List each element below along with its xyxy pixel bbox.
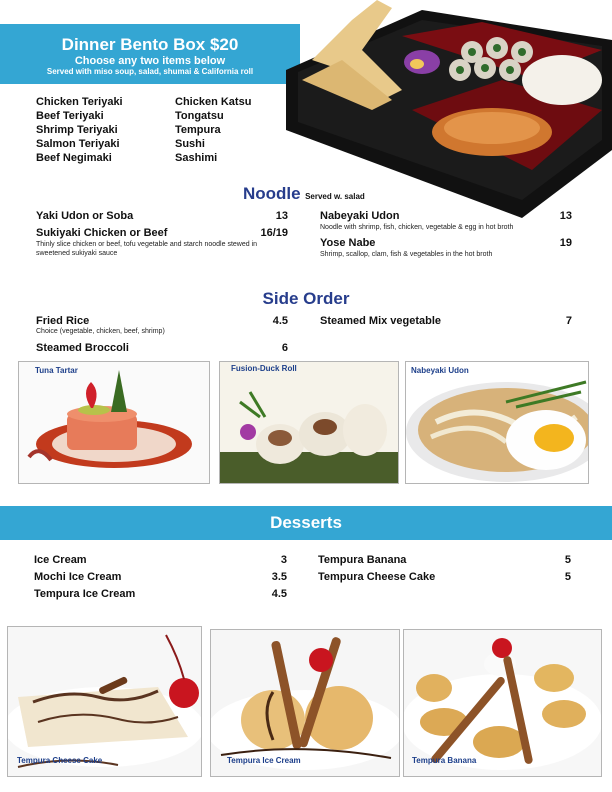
side-item-name: Steamed Mix vegetable (320, 315, 442, 327)
noodle-item-price: 13 (559, 210, 572, 222)
duck-roll-photo (219, 361, 399, 484)
noodle-item-price: 16/19 (260, 227, 288, 239)
side-item-price: 6 (281, 342, 288, 354)
tuna-tartar-photo (18, 361, 210, 484)
dessert-item-name: Ice Cream (34, 554, 87, 566)
banana-photo (403, 629, 602, 777)
photo-caption: Tempura Ice Cream (227, 756, 301, 765)
noodle-subtitle: Served w. salad (305, 192, 365, 201)
side-item-name: Steamed Broccoli (36, 342, 129, 354)
noodle-heading (243, 184, 365, 204)
dessert-item-price: 5 (564, 554, 571, 566)
dessert-item-name: Tempura Cheese Cake (318, 571, 436, 583)
photo-caption: Tuna Tartar (35, 366, 78, 375)
bento-item: Chicken Katsu (175, 96, 252, 108)
photo-caption: Tempura Cheese Cake (17, 756, 103, 765)
side-item-name: Fried Rice (36, 315, 90, 327)
noodle-item-desc: Noodle with shrimp, fish, chicken, vegetable & egg in hot broth (320, 224, 514, 231)
cheese-cake-photo (7, 626, 202, 777)
noodle-item-desc: Shrimp, scallop, clam, fish & vegetables in the hot broth (320, 251, 493, 258)
side-order-title: Side Order (262, 289, 350, 308)
ice-cream-photo (210, 629, 400, 777)
photo-caption: Fusion-Duck Roll (231, 364, 297, 373)
dessert-item-name: Tempura Ice Cream (34, 588, 136, 600)
photo-caption: Nabeyaki Udon (411, 366, 469, 375)
bento-item: Sushi (175, 138, 205, 150)
noodle-item-desc: Thinly slice chicken or beef, tofu vegetable and starch noodle stewed in sweetened sukiyaki sauce (36, 241, 258, 257)
dessert-item-price: 3.5 (271, 571, 287, 583)
bento-item: Beef Teriyaki (36, 110, 104, 122)
bento-item: Sashimi (175, 152, 218, 164)
dessert-item-price: 3 (280, 554, 287, 566)
dessert-item-name: Tempura Banana (318, 554, 407, 566)
side-item-price: 7 (565, 315, 572, 327)
photo-caption: Tempura Banana (412, 756, 477, 765)
noodle-item-name: Yose Nabe (320, 237, 376, 249)
bento-item: Beef Negimaki (36, 152, 112, 164)
bento-item: Chicken Teriyaki (36, 96, 123, 108)
bento-item: Shrimp Teriyaki (36, 124, 118, 136)
side-item-desc: Choice (vegetable, chicken, beef, shrimp) (36, 328, 165, 335)
dessert-item-price: 4.5 (271, 588, 287, 600)
bento-note: Served with miso soup, salad, shumai & California roll (46, 67, 254, 76)
noodle-item-name: Sukiyaki Chicken or Beef (36, 227, 168, 239)
noodle-item-name: Nabeyaki Udon (320, 210, 400, 222)
desserts-title: Desserts (270, 513, 342, 532)
dessert-item-name: Mochi Ice Cream (34, 571, 122, 583)
noodle-title: Noodle (243, 184, 301, 203)
bento-subtitle: Choose any two items below (74, 55, 226, 67)
bento-item: Salmon Teriyaki (36, 138, 120, 150)
side-item-price: 4.5 (272, 315, 288, 327)
udon-bowl-photo (405, 361, 589, 484)
dessert-item-price: 5 (564, 571, 571, 583)
bento-title: Dinner Bento Box $20 (61, 35, 239, 54)
noodle-item-name: Yaki Udon or Soba (36, 210, 134, 222)
noodle-item-price: 13 (275, 210, 288, 222)
noodle-item-price: 19 (559, 237, 572, 249)
bento-item: Tempura (175, 124, 221, 136)
bento-item: Tongatsu (175, 110, 224, 122)
